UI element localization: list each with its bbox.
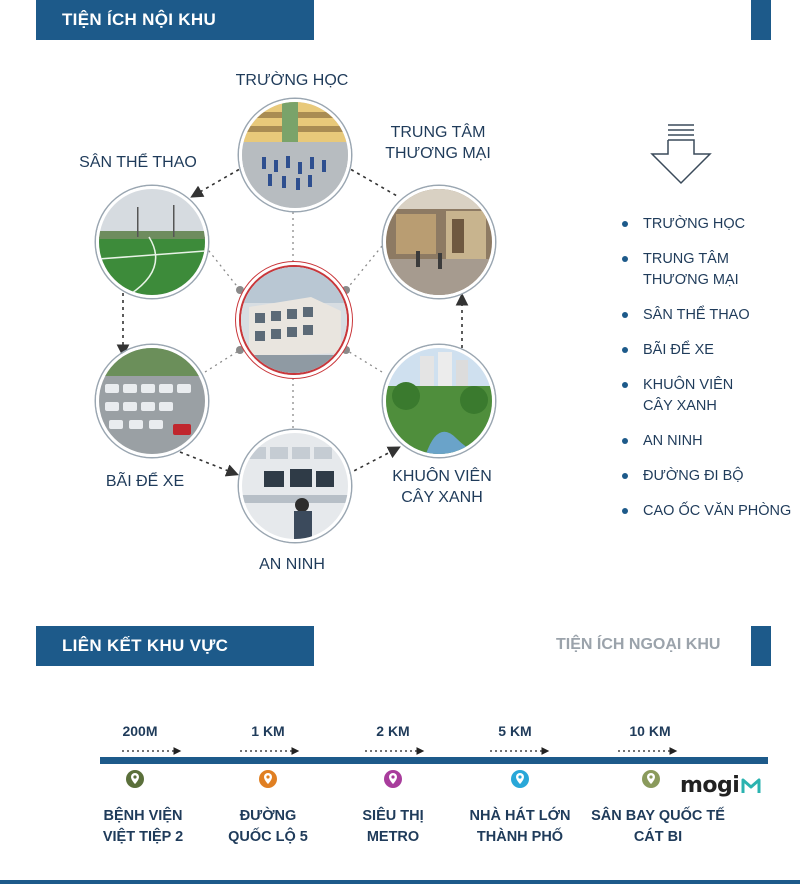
mogi-logo — [680, 773, 761, 798]
distance-label: 200M — [122, 723, 158, 739]
timeline-line — [100, 757, 768, 764]
list-item: TRƯỜNG HỌC — [622, 214, 792, 235]
list-item: ĐƯỜNG ĐI BỘ — [622, 466, 792, 487]
header-accent-bar — [751, 0, 771, 40]
mall-photo — [383, 186, 495, 298]
list-item: KHUÔN VIÊN CÂY XANH — [622, 375, 753, 417]
destination-label — [578, 806, 738, 848]
destination-label — [440, 806, 600, 848]
location-pin-icon — [383, 769, 403, 789]
security-room-photo — [239, 430, 351, 542]
location-pin-icon — [258, 769, 278, 789]
list-item: CAO ỐC VĂN PHÒNG — [622, 501, 792, 522]
section-title-region: LIÊN KẾT KHU VỰC — [62, 636, 229, 655]
list-item: BÃI ĐỂ XE — [622, 340, 792, 361]
logo-mark-icon — [741, 777, 761, 795]
label-mall — [368, 122, 508, 164]
distance-label: 5 KM — [498, 723, 532, 739]
bottom-rule — [0, 880, 800, 884]
down-arrow-icon — [650, 123, 712, 185]
school-photo — [239, 99, 351, 211]
internal-amenity-list — [622, 214, 792, 536]
sports-field-photo — [96, 186, 208, 298]
list-item: AN NINH — [622, 431, 792, 452]
park-photo — [383, 345, 495, 457]
label-security: AN NINH — [259, 556, 325, 573]
destination-line2: METRO — [366, 829, 420, 845]
section-header-internal — [36, 0, 314, 40]
destination-line1: BỆNH VIỆN — [103, 808, 183, 824]
label-park-line1: KHUÔN VIÊN — [392, 468, 492, 485]
label-mall-line1: TRUNG TÂM — [390, 124, 486, 141]
distance-arrows — [100, 744, 800, 758]
external-amenities-label: TIỆN ÍCH NGOẠI KHU — [556, 636, 721, 653]
destination-line2: VIỆT TIỆP 2 — [102, 829, 184, 845]
section-header-region — [36, 626, 314, 666]
destination-line2: THÀNH PHỐ — [476, 829, 564, 845]
destination-line1: NHÀ HÁT LỚN — [469, 808, 571, 824]
destination-line1: SÂN BAY QUỐC TẾ — [591, 808, 725, 824]
destination-line1: ĐƯỜNG — [239, 808, 297, 824]
section-title-internal: TIỆN ÍCH NỘI KHU — [62, 10, 217, 29]
location-pin-icon — [125, 769, 145, 789]
distance-label: 10 KM — [629, 723, 671, 739]
label-mall-line2: THƯƠNG MẠI — [385, 145, 491, 162]
center-building-photo — [239, 265, 349, 375]
destination-line2: QUỐC LỘ 5 — [228, 829, 308, 845]
distance-label: 2 KM — [376, 723, 410, 739]
list-item: SÂN THỂ THAO — [622, 305, 792, 326]
label-parking: BÃI ĐỂ XE — [105, 473, 185, 490]
parking-lot-photo — [96, 345, 208, 457]
list-item: TRUNG TÂM THƯƠNG MẠI — [622, 249, 753, 291]
region-accent-bar — [751, 626, 771, 666]
location-pin-icon — [510, 769, 530, 789]
label-park-line2: CÂY XANH — [401, 489, 483, 506]
logo-text: mogi — [680, 773, 740, 798]
distance-label: 1 KM — [251, 723, 285, 739]
location-pin-icon — [641, 769, 661, 789]
label-park — [372, 466, 512, 508]
label-school: TRƯỜNG HỌC — [235, 72, 349, 89]
label-sports: SÂN THỂ THAO — [79, 154, 197, 171]
destination-line2: CÁT BI — [633, 829, 683, 845]
destination-line1: SIÊU THỊ — [362, 808, 424, 824]
